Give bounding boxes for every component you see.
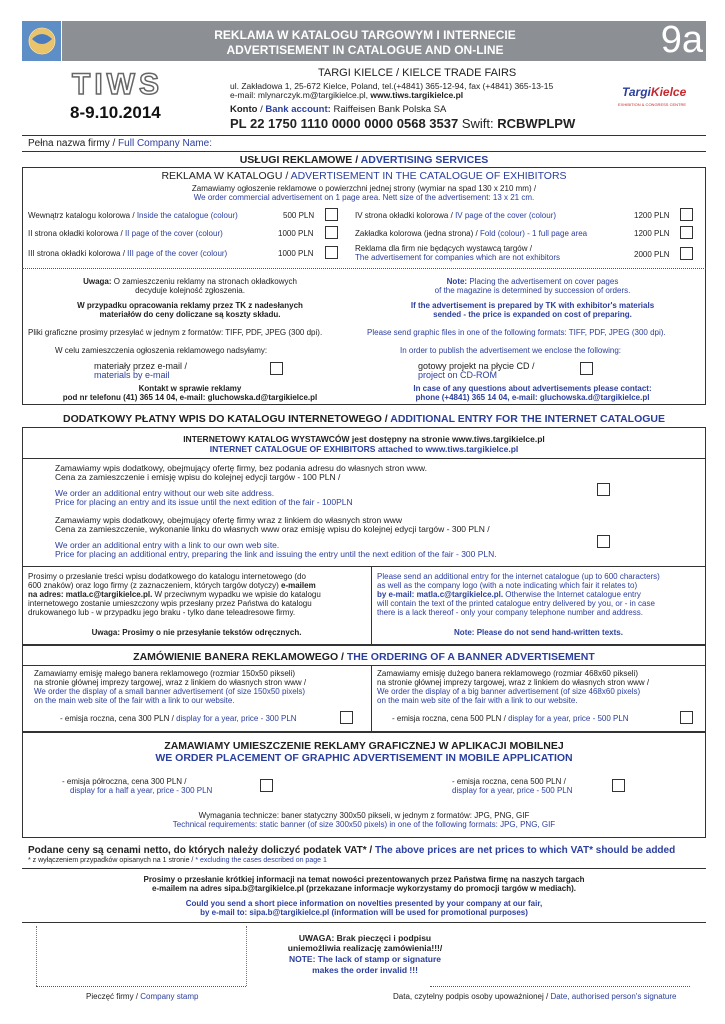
warn-en-2: makes the order invalid !!!: [312, 965, 418, 975]
services-title: USŁUGI REKLAMOWE / ADVERTISING SERVICES: [239, 154, 489, 166]
mobile-half-pl: - emisja półroczna, cena 300 PLN /: [62, 777, 187, 786]
contact-en-2: phone (+4841) 365 14 04, e-mail: gluchowska.d@targikielce.pl: [415, 393, 650, 402]
checkbox-non-exhibitor[interactable]: [680, 247, 693, 260]
internet-sub-pl: INTERNETOWY KATALOG WYSTAWCÓW jest dostępny na stronie www.tiws.targikielce.pl: [183, 434, 545, 444]
mobile-tech-en: Technical requirements: static banner (of size 300x50 pixels) in one of the following formats: JPG, PNG, GIF: [172, 820, 556, 829]
info-en-5: there is a lack thereof - only your company telephone number and address.: [377, 608, 643, 617]
entry1-pl: Zamawiamy wpis dodatkowy, obejmujący ofertę firmy, bez podania adresu do własnych stron www.: [55, 463, 427, 473]
iban: PL 22 1750 1110 0000 0000 0568 3537 Swift: RCBWPLPW: [230, 116, 576, 131]
price-cover-3: 1000 PLN: [278, 249, 314, 258]
price-inside: 500 PLN: [283, 211, 315, 220]
tk-note-en-2: sended - the price is expanded on cost of preparing.: [433, 310, 632, 319]
mobile-tech-pl: Wymagania technicze: baner statyczny 300x50 pikseli, w jednym z formatów: JPG, PNG, GIF: [198, 811, 530, 820]
checkbox-fold[interactable]: [680, 226, 693, 239]
targi-kielce-logo: TargiKielce: [622, 85, 687, 99]
option-cover-3: III strona okładki kolorowa / III page of the cover (colour): [28, 249, 228, 258]
checkbox-email[interactable]: [270, 362, 283, 375]
entry1-en: We order an additional entry without our web site address.: [55, 488, 275, 498]
header-title-en: ADVERTISEMENT IN CATALOGUE AND ON-LINE: [226, 43, 504, 57]
option-inside: Wewnątrz katalogu kolorowa / Inside the catalogue (colour): [28, 211, 238, 220]
checkbox-mobile-year[interactable]: [612, 779, 625, 792]
info-en-3: by e-mail: matla.c@targikielce.pl. Otherwise the Internet catalogue entry: [377, 590, 641, 599]
checkbox-cover-2[interactable]: [325, 226, 338, 239]
option-cover-4: IV strona okładki kolorowa / IV page of the cover (colour): [355, 211, 557, 220]
info-pl-5: drukowanego lub - w przypadku jego braku - tylko dane teleadresowe firmy.: [28, 608, 296, 617]
price-cover-2: 1000 PLN: [278, 229, 314, 238]
organizer-address: ul. Zakładowa 1, 25-672 Kielce, Poland, tel.(+4841) 365-12-94, fax (+4841) 365-13-15: [230, 81, 554, 91]
stamp-label: Pieczęć firmy / Company stamp: [86, 992, 199, 1001]
catalogue-desc-en: We order commercial advertisement on 1 page area. Nett size of the advertisement: 13 x 21 cm.: [193, 193, 535, 202]
promo-en: Could you send a short piece information on novelties presented by your company at our fair,: [185, 899, 543, 908]
warn-pl-2: uniemożliwia realizację zamówienia!!!/: [287, 943, 443, 953]
formats-en: Please send graphic files in one of the following formats: TIFF, PDF, JPEG (300 dpi).: [367, 328, 666, 337]
info-en-2: as well as the company logo (with a note indicating which fair it relates to): [377, 581, 638, 590]
checkbox-big-banner[interactable]: [680, 711, 693, 724]
opt-email-en: materials by e-mail: [94, 370, 170, 380]
send-en: In order to publish the advertisement we enclose the following:: [400, 346, 622, 355]
price-non-exhibitor: 2000 PLN: [634, 250, 670, 259]
checkbox-cd[interactable]: [580, 362, 593, 375]
small-banner-price: - emisja roczna, cena 300 PLN / display for a year, price - 300 PLN: [60, 714, 297, 723]
info-pl-3: na adres: matla.c@targikielce.pl. W przeciwnym wypadku we wpisie do katalogu: [28, 590, 321, 599]
entry2-pl-2: Cena za zamieszczenie, wykonanie linku do własnych www oraz emisję wpisu do kolejnej edycji targów - 300 PLN /: [55, 524, 490, 534]
small-banner-en: We order the display of a small banner advertisement (of size 150x50 pixels): [34, 687, 306, 696]
signature-label: Data, czytelny podpis osoby upoważnionej / Date, authorised person's signature: [393, 992, 677, 1001]
warn-en: NOTE: The lack of stamp or signature: [288, 954, 442, 964]
price-cover-4: 1200 PLN: [634, 211, 670, 220]
info-pl-1: Prosimy o przesłanie treści wpisu dodatkowego do katalogu internetowego (do: [28, 572, 306, 581]
opt-cd-pl: gotowy projekt na płycie CD /: [418, 361, 535, 371]
info-pl-note: Uwaga: Prosimy o nie przesyłanie tekstów odręcznych.: [91, 628, 302, 637]
send-pl: W celu zamieszczenia ogłoszenia reklamowego nadsyłamy:: [55, 346, 268, 355]
logo-subtitle: EXHIBITION & CONGRESS CENTRE: [618, 102, 687, 107]
option-cover-2: II strona okładki kolorowa / II page of the cover (colour): [28, 229, 223, 238]
checkbox-entry-100[interactable]: [597, 483, 610, 496]
internet-title: DODATKOWY PŁATNY WPIS DO KATALOGU INTERNETOWEGO / ADDITIONAL ENTRY FOR THE INTERNET CATALOGUE: [62, 413, 665, 425]
bank-account: Konto / Bank account: Raiffeisen Bank Polska SA: [230, 104, 447, 115]
big-banner-pl-2: na stronie głównej imprezy targowej, wraz z linkiem do własnych stron www /: [377, 678, 650, 687]
mobile-title-en: WE ORDER PLACEMENT OF GRAPHIC ADVERTISEMENT IN MOBILE APPLICATION: [155, 752, 573, 764]
checkbox-small-banner[interactable]: [340, 711, 353, 724]
opt-email-pl: materiały przez e-mail /: [94, 361, 188, 371]
warn-pl: UWAGA: Brak pieczęci i podpisu: [298, 933, 432, 943]
catalogue-title: REKLAMA W KATALOGU / ADVERTISEMENT IN THE CATALOGUE OF EXHIBITORS: [161, 170, 567, 182]
checkbox-cover-3[interactable]: [325, 246, 338, 259]
banner-title: ZAMÓWIENIE BANERA REKLAMOWEGO / THE ORDERING OF A BANNER ADVERTISEMENT: [133, 651, 595, 663]
entry1-en-2: Price for placing an entry and its issue until the next edition of the fair - 100PLN: [55, 497, 353, 507]
contact-en: In case of any questions about advertisements please contact:: [413, 384, 652, 393]
tk-note-en: If the advertisement is prepared by TK with exhibitor's materials: [410, 301, 655, 310]
small-banner-pl: Zamawiamy emisję małego banera reklamowego (rozmiar 150x50 pikseli): [34, 669, 295, 678]
tk-note-pl-2: materiałów do ceny doliczane są koszty składu.: [99, 310, 281, 319]
promo-pl: Prosimy o przesłanie krótkiej informacji na temat nowości prezentowanych przez Państwa firmę na naszych targach: [143, 875, 585, 884]
checkbox-mobile-half[interactable]: [260, 779, 273, 792]
cover-note-en: Note: Placing the advertisement on cover pages: [446, 277, 619, 286]
contact-pl-2: pod nr telefonu (41) 365 14 04, e-mail: gluchowska.d@targikielce.pl: [62, 393, 318, 402]
checkbox-cover-4[interactable]: [680, 208, 693, 221]
mobile-year-pl: - emisja roczna, cena 500 PLN /: [452, 777, 566, 786]
event-dates: 8-9.10.2014: [70, 103, 161, 122]
option-fold: Zakładka kolorowa (jedna strona) / Fold (colour) - 1 full page area: [355, 229, 588, 238]
event-brand: TIWS: [72, 68, 163, 101]
checkbox-entry-300[interactable]: [597, 535, 610, 548]
big-banner-price: - emisja roczna, cena 500 PLN / display for a year, price - 500 PLN: [392, 714, 629, 723]
info-en-note: Note: Please do not send hand-written texts.: [454, 628, 623, 637]
form-number: 9a: [660, 19, 703, 61]
entry2-pl: Zamawiamy wpis dodatkowy, obejmujący ofertę firmy wraz z linkiem do własnych stron www: [55, 515, 403, 525]
header-title-pl: REKLAMA W KATALOGU TARGOWYM I INTERNECIE: [214, 28, 516, 42]
option-non-exhibitor-en: The advertisement for companies which are not exhibitors: [355, 253, 560, 262]
entry2-en-2: Price for placing an additional entry, preparing the link and issuing the entry until the next edition of the fair - 300 PLN.: [55, 549, 497, 559]
big-banner-en: We order the display of a big banner advertisement (of size 468x60 pixels): [377, 687, 641, 696]
option-non-exhibitor-pl: Reklama dla firm nie będących wystawcą targów /: [355, 244, 532, 253]
mobile-year-en: display for a year, price - 500 PLN: [452, 786, 573, 795]
promo-pl-2: e-mailem na adres sipa.b@targikielce.pl (przekazane informacje wykorzystamy do promocji targów w mediach).: [152, 884, 576, 893]
big-banner-pl: Zamawiamy emisję dużego banera reklamowego (rozmiar 468x60 pikseli): [377, 669, 638, 678]
vat-note: Podane ceny są cenami netto, do których należy doliczyć podatek VAT* / The above prices are net prices to which VAT* should be added: [28, 845, 676, 856]
cover-note-en-2: of the magazine is determined by succession of orders.: [434, 286, 631, 295]
promo-en-2: by e-mail to: sipa.b@targikielce.pl (information will be used for promotional purposes): [200, 908, 528, 917]
cover-note-pl-2: decyduje kolejność zgłoszenia.: [135, 286, 245, 295]
price-fold: 1200 PLN: [634, 229, 670, 238]
tk-note-pl: W przypadku opracowania reklamy przez TK z nadesłanych: [77, 301, 303, 310]
website-link[interactable]: www.tiws.targikielce.pl: [370, 90, 464, 100]
vat-exception: * z wyłączeniem przypadków opisanych na 1 stronie / * excluding the cases described on page 1: [28, 857, 327, 864]
globe-logo-icon: [22, 21, 62, 61]
info-en-1: Please send an additional entry for the internet catalogue (up to 600 characters): [377, 572, 660, 581]
small-banner-pl-2: na stronie głównej imprezy targowej, wraz z linkiem do własnych stron www /: [34, 678, 307, 687]
small-banner-en-2: on the main web site of the fair with a link to our website.: [34, 696, 235, 705]
mobile-title-pl: ZAMAWIAMY UMIESZCZENIE REKLAMY GRAFICZNEJ W APLIKACJI MOBILNEJ: [164, 740, 564, 752]
catalogue-desc-pl: Zamawiamy ogłoszenie reklamowe o powierzchni jednej strony (wymiar na spad 130 x 210 mm) /: [191, 184, 537, 193]
info-pl-2: 600 znaków) oraz logo firmy (z zaznaczeniem, których targów dotyczy) e-mailem: [28, 581, 316, 590]
entry2-en: We order an additional entry with a link to our own web site.: [55, 540, 280, 550]
info-pl-4: internetowego zostanie umieszczony wpis przesłany przez Państwa do katalogu: [28, 599, 312, 608]
info-en-4: will contain the text of the printed catalogue entry delivered by you, or - in case: [377, 599, 655, 608]
opt-cd-en: project on CD-ROM: [418, 370, 498, 380]
internet-sub-en: INTERNET CATALOGUE OF EXHIBITORS attached to www.tiws.targikielce.pl: [209, 444, 519, 454]
cover-note-pl: Uwaga: O zamieszczeniu reklamy na stronach okładkowych: [83, 277, 297, 286]
checkbox-inside[interactable]: [325, 208, 338, 221]
formats-pl: Pliki graficzne prosimy przesyłać w jednym z formatów: TIFF, PDF, JPEG (300 dpi).: [28, 328, 323, 337]
company-name-label: Pełna nazwa firmy / Full Company Name:: [28, 138, 212, 149]
contact-pl: Kontakt w sprawie reklamy: [138, 384, 242, 393]
organizer-contact: e-mail: mlynarczyk.m@targikielce.pl, www.tiws.targikielce.pl: [230, 90, 464, 100]
big-banner-en-2: on the main web site of the fair with a link to our website.: [377, 696, 578, 705]
signature-line[interactable]: [430, 986, 690, 987]
entry1-pl-2: Cena za zamieszczenie i emisję wpisu do kolejnej edycji targów - 100 PLN /: [55, 472, 341, 482]
mobile-half-en: display for a half a year, price - 300 PLN: [70, 786, 213, 795]
organizer-name: TARGI KIELCE / KIELCE TRADE FAIRS: [318, 67, 517, 79]
